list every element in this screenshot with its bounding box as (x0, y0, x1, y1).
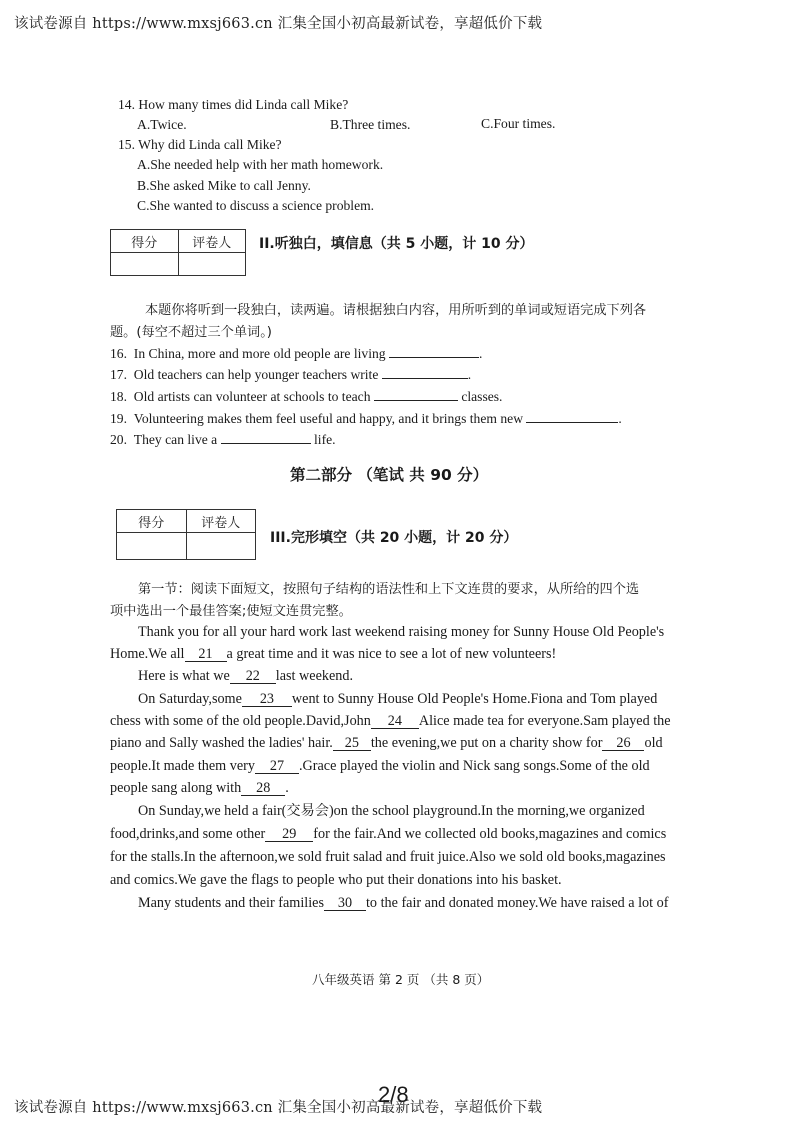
item-19-blank[interactable] (526, 410, 618, 423)
passage-text: Alice made tea for everyone.Sam played the (418, 713, 671, 729)
passage-p1-line1: Thank you for all your hard work last weekend raising money for Sunny House Old People's (138, 624, 665, 640)
item-18 (110, 388, 502, 405)
section-2-intro-line1: 本题你将听到一段独白，读两遍。请根据独白内容，用所听到的单词或短语完成下列各 (145, 303, 647, 318)
item-20 (110, 431, 336, 448)
passage-text: last weekend. (275, 668, 354, 684)
cloze-blank-24[interactable]: 24 (371, 714, 419, 729)
item-17-number: 17. (110, 367, 127, 382)
passage-text: to the fair and donated money.We have raised a lot of (365, 895, 669, 911)
item-16-number: 16. (110, 346, 127, 361)
item-19-text: Volunteering makes them feel useful and happy, and it brings them new (133, 411, 524, 426)
grader-label: 评卷人 (186, 510, 256, 533)
cloze-blank-29[interactable]: 29 (265, 827, 313, 842)
cloze-blank-22[interactable]: 22 (230, 669, 276, 684)
passage-p3-line3 (110, 732, 663, 754)
passage-text: chess with some of the old people.David,John (110, 713, 371, 729)
item-20-blank[interactable] (221, 431, 311, 444)
cloze-blank-23[interactable]: 23 (242, 692, 292, 707)
passage-p4-line4: and comics.We gave the flags to people who put their donations into his basket. (110, 872, 562, 888)
passage-text: went to Sunny House Old People's Home.Fiona and Tom played (291, 691, 658, 707)
item-19-number: 19. (110, 411, 127, 426)
section-3-instruction-line1: 第一节：阅读下面短文，按照句子结构的语法性和上下文连贯的要求，从所给的四个选 (138, 582, 640, 597)
item-17-post: . (467, 367, 472, 382)
passage-p2 (138, 665, 353, 687)
cloze-blank-27[interactable]: 27 (255, 759, 299, 774)
passage-text: On Saturday,some (138, 691, 242, 707)
item-18-number: 18. (110, 389, 127, 404)
passage-text: Here is what we (138, 668, 230, 684)
passage-text: Many students and their families (138, 895, 324, 911)
passage-text: old (644, 735, 663, 751)
question-15-option-b: B.She asked Mike to call Jenny. (137, 178, 311, 193)
passage-text: . (285, 780, 289, 796)
page-footer: 八年级英语 第 2 页 （共 8 页） (312, 972, 490, 987)
question-14: 14. How many times did Linda call Mike? (118, 97, 349, 112)
grader-cell[interactable] (178, 253, 246, 276)
item-17-text: Old teachers can help younger teachers write (133, 367, 379, 382)
cloze-blank-28[interactable]: 28 (241, 781, 285, 796)
item-19 (110, 410, 622, 427)
item-19-post: . (618, 411, 622, 426)
item-20-post: life. (314, 432, 336, 447)
item-20-text: They can live a (133, 432, 218, 447)
item-16-blank[interactable] (389, 345, 479, 358)
item-20-number: 20. (110, 432, 127, 447)
cloze-blank-21[interactable]: 21 (185, 647, 227, 662)
passage-text: the evening,we put on a charity show for (370, 735, 603, 751)
section-2-title: II.听独白，填信息（共 5 小题，计 10 分） (259, 236, 534, 252)
item-16-post: . (479, 346, 483, 361)
section-3-instruction-line2: 项中选出一个最佳答案;使短文连贯完整。 (110, 604, 352, 619)
source-header: 该试卷源自 https://www.mxsj663.cn 汇集全国小初高最新试卷，享超低价下载 (14, 16, 543, 32)
question-14-option-c: C.Four times. (481, 116, 556, 131)
question-15-option-c: C.She wanted to discuss a science problem. (137, 198, 375, 213)
part-2-title: 第二部分 （笔试 共 90 分） (290, 466, 489, 484)
score-label: 得分 (111, 230, 179, 253)
score-cell[interactable] (117, 533, 187, 560)
passage-p3-line1 (138, 688, 657, 710)
passage-text: Home.We all (110, 646, 185, 662)
item-17-blank[interactable] (382, 366, 468, 379)
section-2-intro-line2: 题。(每空不超过三个单词。) (110, 325, 272, 340)
passage-text: .Grace played the violin and Nick sang songs.Some of the old (298, 758, 650, 774)
score-box-section-3 (116, 509, 256, 560)
question-14-option-a: A.Twice. (137, 117, 187, 132)
item-17 (110, 366, 471, 383)
source-footer: 该试卷源自 https://www.mxsj663.cn 汇集全国小初高最新试卷，享超低价下载 (14, 1100, 543, 1116)
cloze-blank-26[interactable]: 26 (602, 736, 644, 751)
passage-p4-line3: for the stalls.In the afternoon,we sold fruit salad and fruit juice.Also we sold old books,magazines (110, 849, 666, 865)
passage-p1-line2 (110, 643, 556, 665)
passage-text: food,drinks,and some other (110, 826, 266, 842)
item-18-post: classes. (461, 389, 503, 404)
score-label: 得分 (117, 510, 187, 533)
passage-p3-line4 (110, 755, 650, 777)
question-14-option-b: B.Three times. (330, 117, 411, 132)
passage-text: for the fair.And we collected old books,magazines and comics (313, 826, 667, 842)
passage-p5 (138, 892, 668, 914)
page-number: 2/8 (378, 1082, 409, 1107)
item-18-blank[interactable] (374, 388, 458, 401)
score-cell[interactable] (111, 253, 179, 276)
passage-text: a great time and it was nice to see a lot of new volunteers! (226, 646, 557, 662)
item-16 (110, 345, 482, 362)
cloze-blank-25[interactable]: 25 (333, 736, 371, 751)
passage-text: piano and Sally washed the ladies' hair. (110, 735, 333, 751)
passage-p3-line2 (110, 710, 671, 732)
question-15: 15. Why did Linda call Mike? (118, 137, 282, 152)
score-box-section-2 (110, 229, 246, 276)
passage-p3-line5 (110, 777, 289, 799)
item-16-text: In China, more and more old people are living (133, 346, 386, 361)
section-3-title: III.完形填空（共 20 小题，计 20 分） (270, 530, 518, 546)
cloze-blank-30[interactable]: 30 (324, 896, 366, 911)
grader-label: 评卷人 (178, 230, 246, 253)
passage-text: people sang along with (110, 780, 242, 796)
passage-p4-line1: On Sunday,we held a fair(交易会)on the school playground.In the morning,we organized (138, 803, 645, 819)
passage-p4-line2 (110, 823, 666, 845)
item-18-text: Old artists can volunteer at schools to teach (133, 389, 371, 404)
passage-text: people.It made them very (110, 758, 255, 774)
grader-cell[interactable] (186, 533, 256, 560)
question-15-option-a: A.She needed help with her math homework. (137, 157, 384, 172)
